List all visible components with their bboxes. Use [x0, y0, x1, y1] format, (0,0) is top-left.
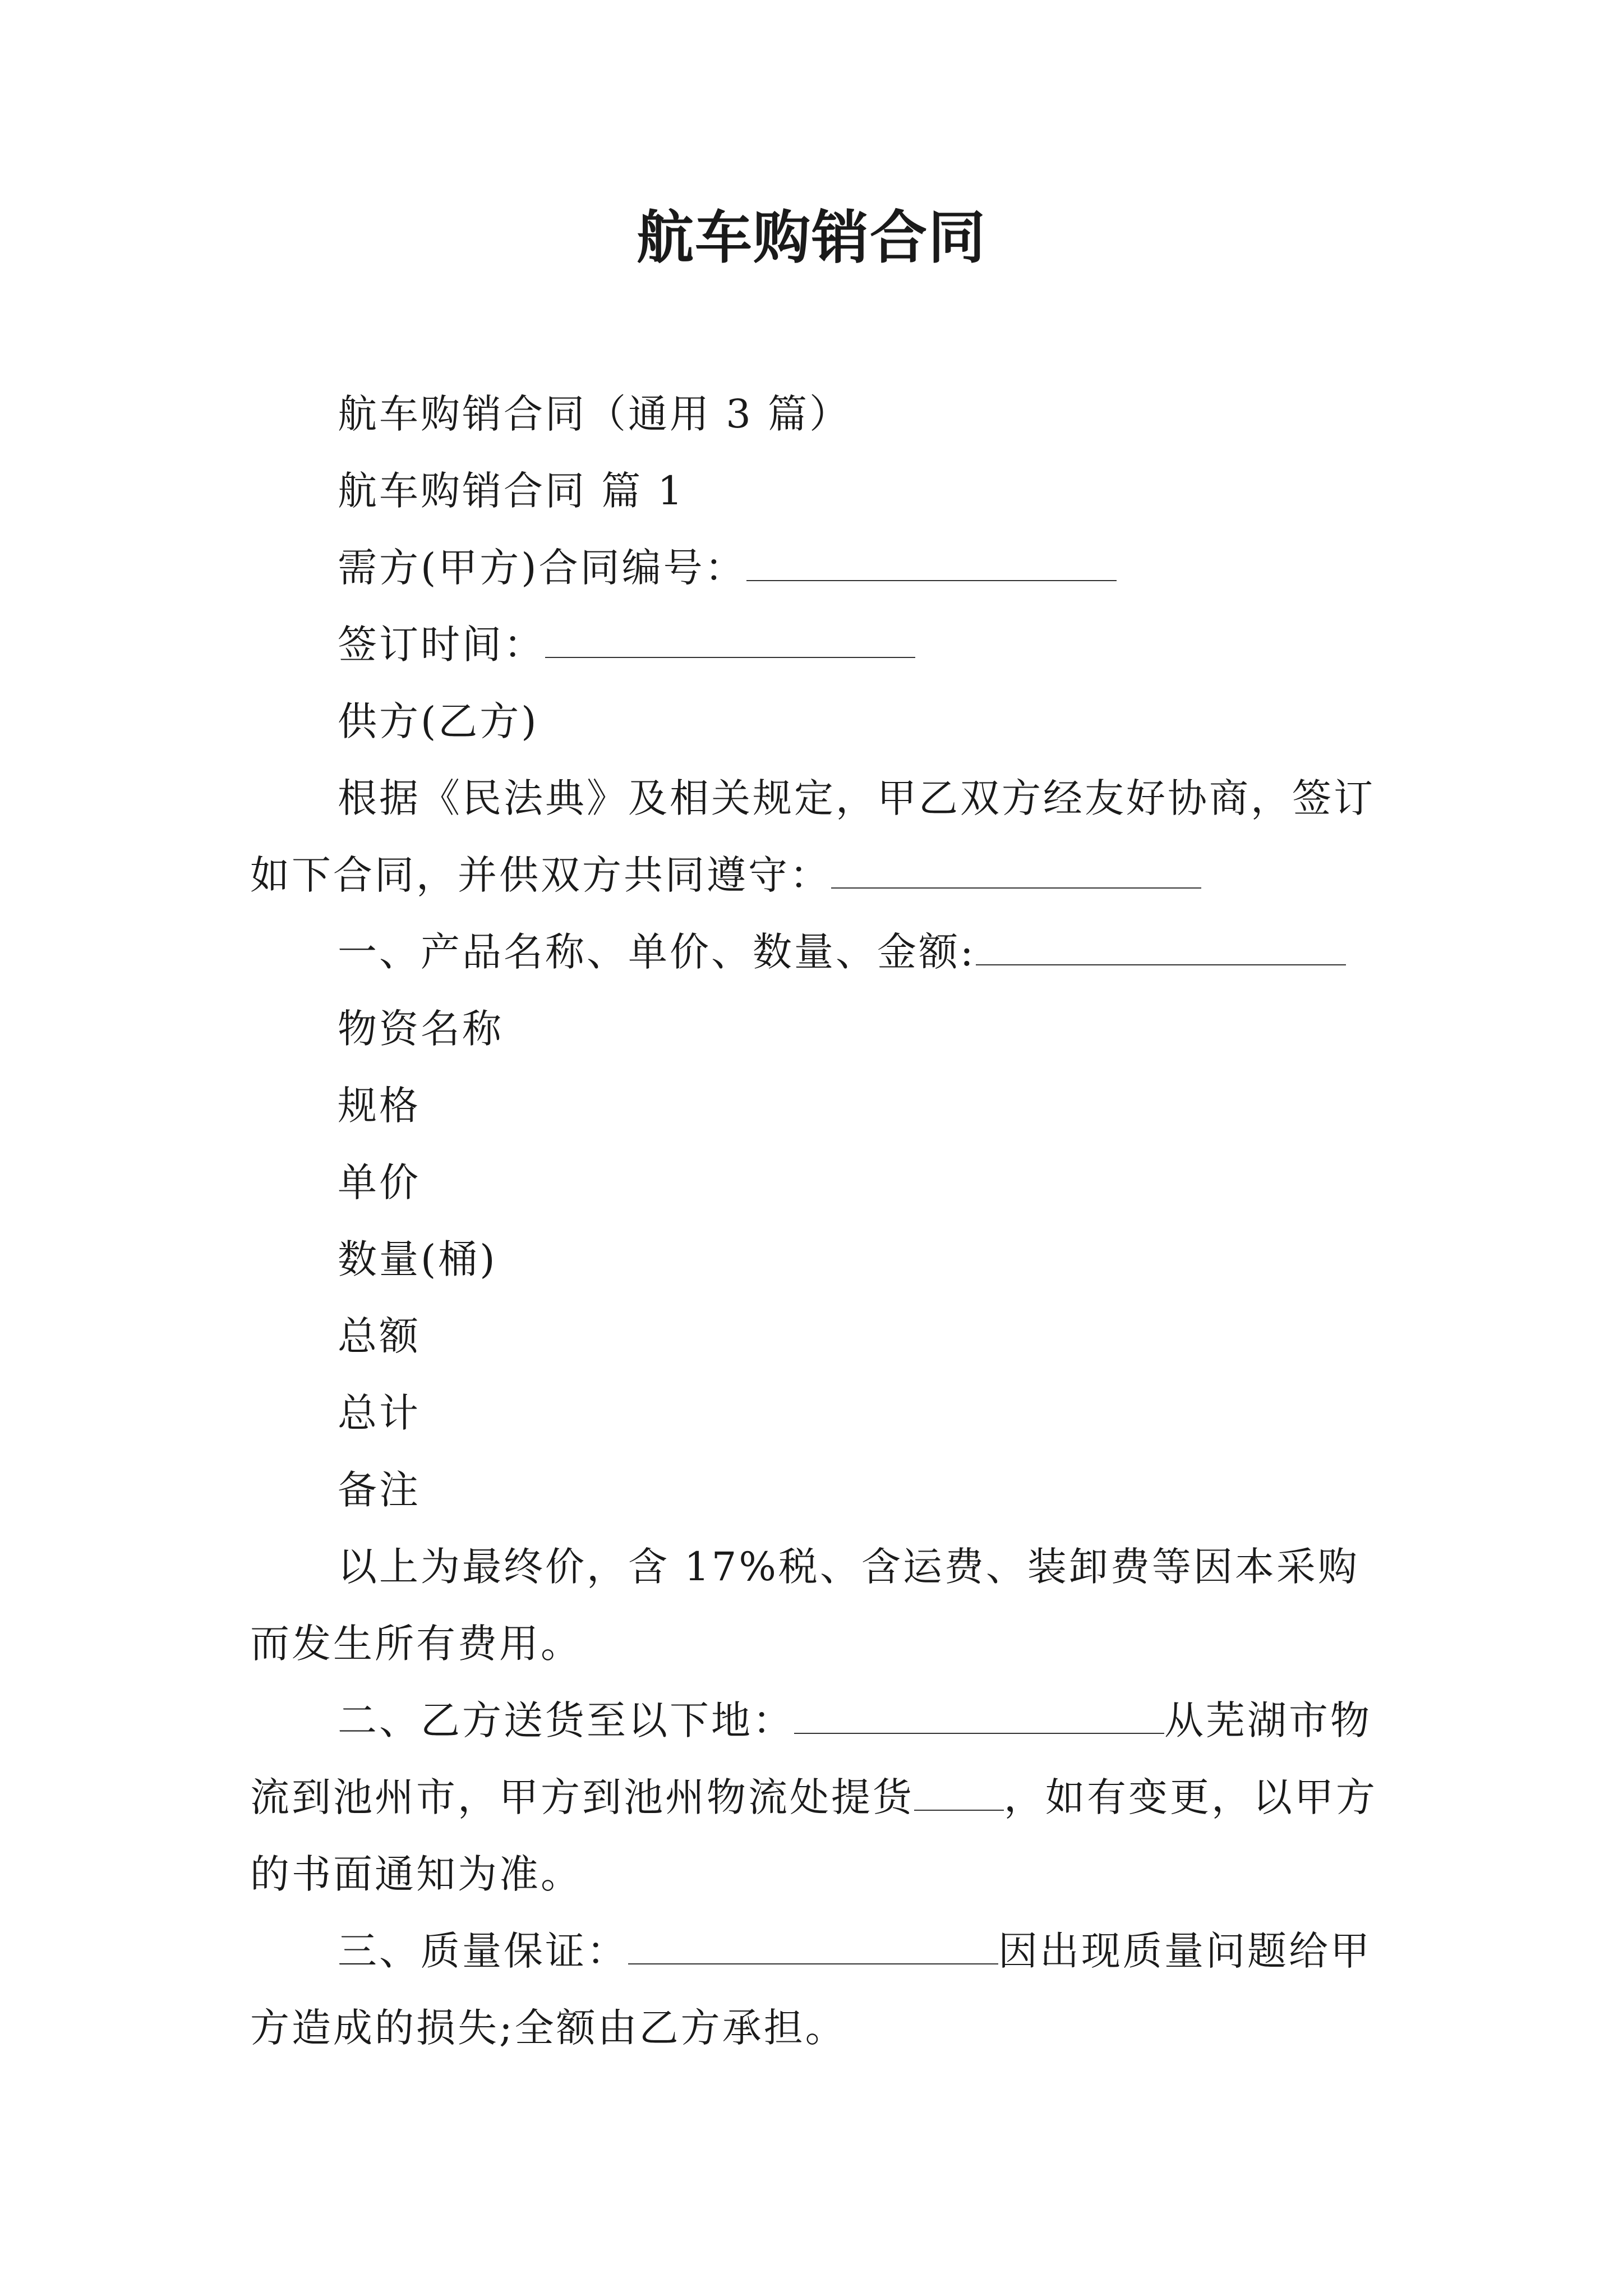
- quantity-label: 数量(桶): [338, 1236, 497, 1282]
- clause-2-label: 二、乙方送货至以下地：: [338, 1697, 794, 1743]
- subtitle-line: 航车购销合同（通用 3 篇）: [338, 391, 851, 437]
- amount-label: 总额: [338, 1313, 421, 1359]
- section-heading: 航车购销合同 篇 1: [338, 468, 685, 514]
- document-body: [250, 376, 1377, 2067]
- total-label: 总计: [338, 1390, 421, 1436]
- delivery-address-blank[interactable]: [794, 1698, 1164, 1734]
- clause-3-paragraph: [250, 1913, 1377, 2067]
- clause-2-tail: ，如有变更，以甲方的书面通知为准。: [250, 1774, 1377, 1897]
- preamble-text: 根据《民法典》及相关规定，甲乙双方经友好协商，签订如下合同，并供双方共同遵守：: [250, 775, 1375, 898]
- buyer-contract-number-line: [250, 530, 1377, 606]
- pickup-blank[interactable]: [914, 1775, 1004, 1811]
- clause-1-label: 一、产品名称、单价、数量、金额:: [338, 929, 976, 975]
- clause-3-text: 因出现质量问题给甲方造成的损失;全额由乙方承担。: [250, 1928, 1372, 2051]
- seller-line: 供方(乙方): [338, 698, 539, 744]
- item-name-label: 物资名称: [338, 1006, 504, 1052]
- remarks-label: 备注: [338, 1467, 421, 1513]
- document-title: 航车购销合同: [637, 205, 986, 272]
- clause-1-heading: [250, 914, 1377, 991]
- clause-2-paragraph: [250, 1682, 1377, 1913]
- clause-1-blank[interactable]: [976, 930, 1346, 965]
- quality-guarantee-blank[interactable]: [628, 1929, 998, 1964]
- signing-time-label: 签订时间：: [338, 622, 545, 668]
- price-note-paragraph: 以上为最终价，含 17%税、含运费、装卸费等因本采购而发生所有费用。: [250, 1544, 1359, 1667]
- contract-number-blank[interactable]: [746, 545, 1117, 581]
- signing-time-line: [250, 606, 1377, 683]
- clause-3-label: 三、质量保证：: [338, 1928, 628, 1974]
- spec-label: 规格: [338, 1083, 421, 1129]
- clause-2-text: 从芜湖市物流到池州市，甲方到池州物流处提货: [250, 1697, 1372, 1820]
- signing-time-blank[interactable]: [545, 622, 915, 658]
- preamble-paragraph: [250, 760, 1377, 914]
- preamble-blank[interactable]: [831, 853, 1201, 889]
- buyer-contract-number-label: 需方(甲方)合同编号：: [338, 545, 746, 591]
- unit-price-label: 单价: [338, 1159, 421, 1205]
